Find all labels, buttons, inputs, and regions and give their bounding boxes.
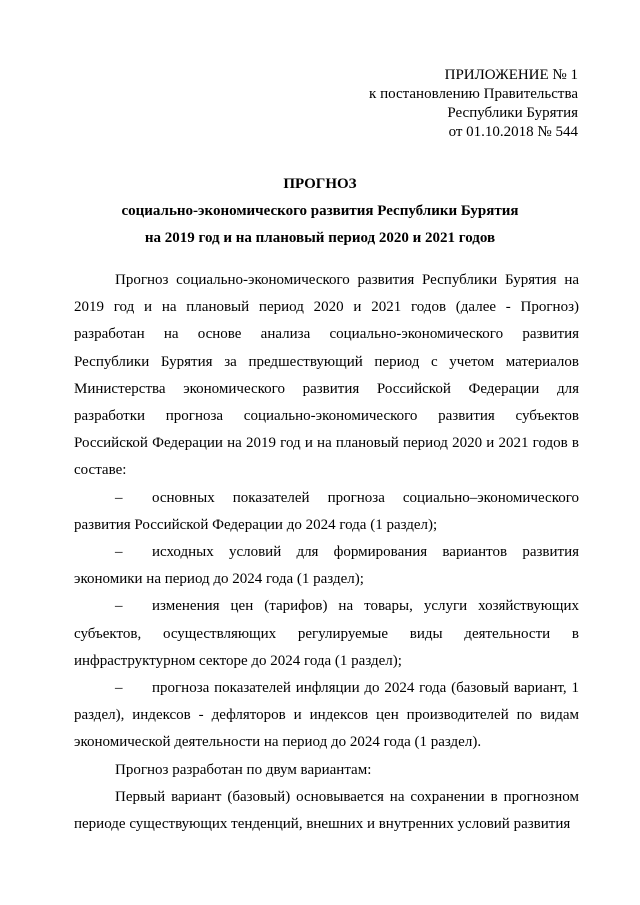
variants-paragraph: Прогноз разработан по двум вариантам: bbox=[115, 761, 372, 778]
appendix-header bbox=[369, 66, 578, 142]
appendix-number: ПРИЛОЖЕНИЕ № 1 bbox=[444, 67, 578, 83]
dash-marker: – bbox=[115, 544, 123, 561]
dash-marker: – bbox=[115, 489, 123, 506]
first-variant-paragraph: Первый вариант (базовый) основывается на сохранении в прогнозном периоде существующих тенденций, внешних и внутренних условий развития bbox=[74, 788, 579, 833]
title-line-2: на 2019 год и на плановый период 2020 и 2021 годов bbox=[144, 230, 496, 246]
title-line-1: социально-экономического развития Республики Бурятия bbox=[121, 203, 519, 219]
dash-marker: – bbox=[115, 680, 123, 697]
appendix-resolution: к постановлению Правительства bbox=[369, 86, 578, 102]
list-item-text: изменения цен (тарифов) на товары, услуги хозяйствующих субъектов, осуществляющих регулируемые виды деятельности в инфраструктурном секторе до 2024 года (1 раздел); bbox=[74, 598, 579, 669]
list-item bbox=[74, 675, 579, 757]
dash-marker: – bbox=[115, 598, 123, 615]
list-item-text: прогноза показателей инфляции до 2024 года (базовый вариант, 1 раздел), индексов - дефляторов и индексов цен производителей по видам экономической деятельности на период до 2024 года (1 раздел). bbox=[74, 680, 579, 751]
appendix-republic: Республики Бурятия bbox=[447, 105, 578, 121]
document-title bbox=[0, 171, 640, 252]
list-item bbox=[74, 593, 579, 675]
list-item-text: основных показателей прогноза социально–экономического развития Российской Федерации до 2024 года (1 раздел); bbox=[74, 489, 579, 533]
list-item bbox=[74, 485, 579, 539]
list-item-text: исходных условий для формирования вариантов развития экономики на период до 2024 года (1 раздел); bbox=[74, 544, 579, 588]
intro-paragraph: Прогноз социально-экономического развития Республики Бурятия на 2019 год и на плановый период 2020 и 2021 годов (далее - Прогноз) разработан на основе анализа социально-экономического развития Республики Бурятия за предшествующий период с учетом материалов Министерства экономического развития Российской Федерации для разработки прогноза социально-экономического развития субъектов Российской Федерации на 2019 год и на плановый период 2020 и 2021 годов в составе: bbox=[74, 272, 579, 479]
appendix-date-number: от 01.10.2018 № 544 bbox=[448, 124, 578, 140]
list-item bbox=[74, 539, 579, 593]
document-body bbox=[74, 267, 579, 838]
title-heading: ПРОГНОЗ bbox=[283, 176, 357, 192]
